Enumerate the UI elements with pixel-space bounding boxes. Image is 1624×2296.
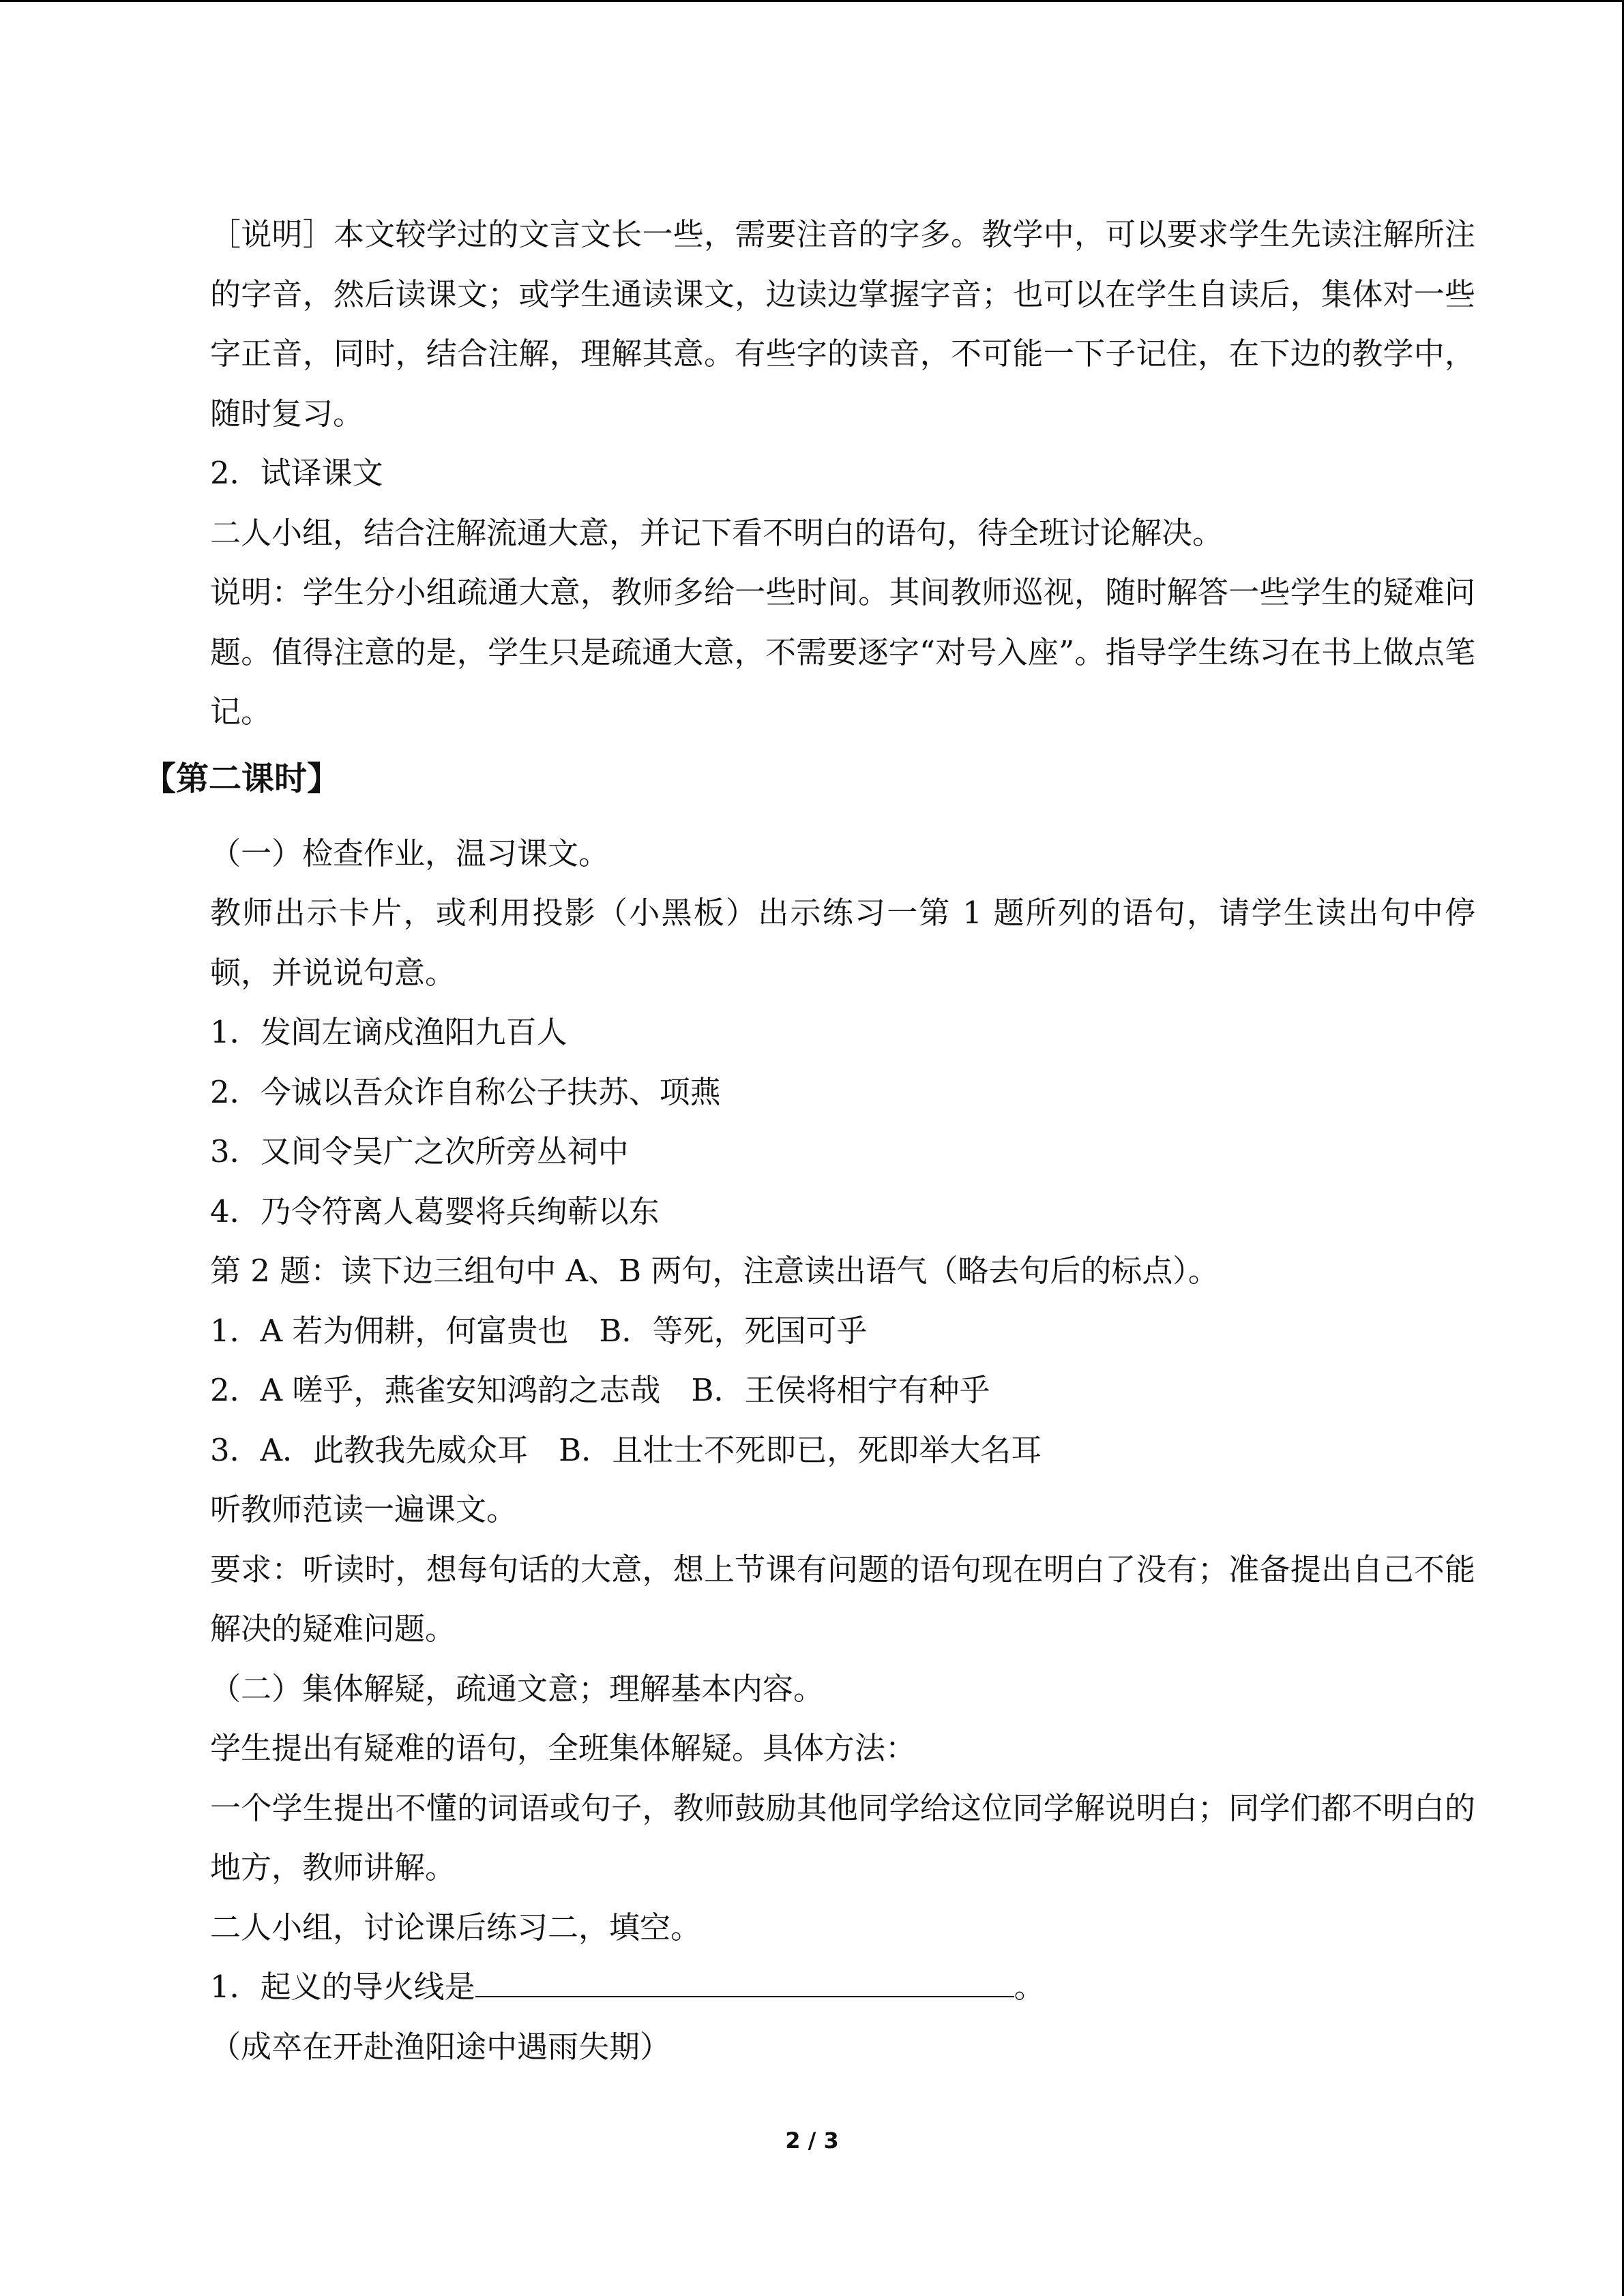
list-item: 3．A．此教我先威众耳 B．且壮士不死即已，死即举大名耳 <box>210 1431 1042 1468</box>
page-border-top <box>0 0 1624 2</box>
paragraph-check-homework: （一）检查作业，温习课文。 <box>210 835 610 871</box>
list-item: 4．乃令符离人葛婴将兵绚蕲以东 <box>210 1193 660 1229</box>
fill-in-prefix: 1．起义的导火线是 <box>210 1969 475 2005</box>
paragraph-step-2: 2．试译课文 <box>210 455 383 491</box>
fill-in-blank <box>475 1969 1014 1997</box>
paragraph-explanation-1: ［说明］本文较学过的文言文长一些，需要注音的字多。教学中，可以要求学生先读注解所注的字音，然后读课文；或学生通读课文，边读边掌握字音；也可以在学生自读后，集体对一些字正音，同时，结合注解，理解其意。有些字的读音，不可能一下子记住，在下边的教学中，随时复习。 <box>210 216 1475 432</box>
paragraph-fill-blanks: 二人小组，讨论课后练习二，填空。 <box>210 1909 702 1945</box>
list-item: 2．今诚以吾众诈自称公子扶苏、项燕 <box>210 1073 721 1110</box>
paragraph-collective-solving: （二）集体解疑，疏通文意；理解基本内容。 <box>210 1670 825 1707</box>
page-number: 2 / 3 <box>785 2128 839 2153</box>
paragraph-question-2: 第 2 题：读下边三组句中 A、B 两句，注意读出语气（略去句后的标点）。 <box>210 1253 1219 1289</box>
list-item: 1．A 若为佣耕，何富贵也 B．等死，死国可乎 <box>210 1312 868 1349</box>
section-heading: 【第二课时】 <box>143 759 340 798</box>
fill-in-item <box>149 1957 1475 2017</box>
list-item: 3．又间令吴广之次所旁丛祠中 <box>210 1133 629 1169</box>
document-body <box>143 205 1475 2076</box>
paragraph-listen-reading: 听教师范读一遍课文。 <box>210 1491 518 1527</box>
paragraph-group-work: 二人小组，结合注解流通大意，并记下看不明白的语句，待全班讨论解决。 <box>210 514 1224 551</box>
paragraph-requirement: 要求：听读时，想每句话的大意，想上节课有问题的语句现在明白了没有；准备提出自己不能解决的疑难问题。 <box>210 1551 1475 1647</box>
paragraph-method: 学生提出有疑难的语句，全班集体解疑。具体方法： <box>210 1730 917 1766</box>
fill-in-suffix: 。 <box>1014 1969 1045 2005</box>
paragraph-student-question: 一个学生提出不懂的词语或句子，教师鼓励其他同学给这位同学解说明白；同学们都不明白的地方，教师讲解。 <box>210 1789 1475 1885</box>
list-item: 2．A 嗟乎，燕雀安知鸿韵之志哉 B．王侯将相宁有种乎 <box>210 1372 990 1408</box>
paragraph-answer-hint: （成卒在开赴渔阳途中遇雨失期） <box>210 2028 671 2065</box>
paragraph-explanation-2: 说明：学生分小组疏通大意，教师多给一些时间。其间教师巡视，随时解答一些学生的疑难问题。值得注意的是，学生只是疏通大意，不需要逐字“对号入座”。指导学生练习在书上做点笔记。 <box>210 574 1475 730</box>
list-item: 1．发闾左谪戍渔阳九百人 <box>210 1014 567 1050</box>
paragraph-teacher-cards: 教师出示卡片，或利用投影（小黑板）出示练习一第 1 题所列的语句，请学生读出句中停顿，并说说句意。 <box>210 895 1475 991</box>
